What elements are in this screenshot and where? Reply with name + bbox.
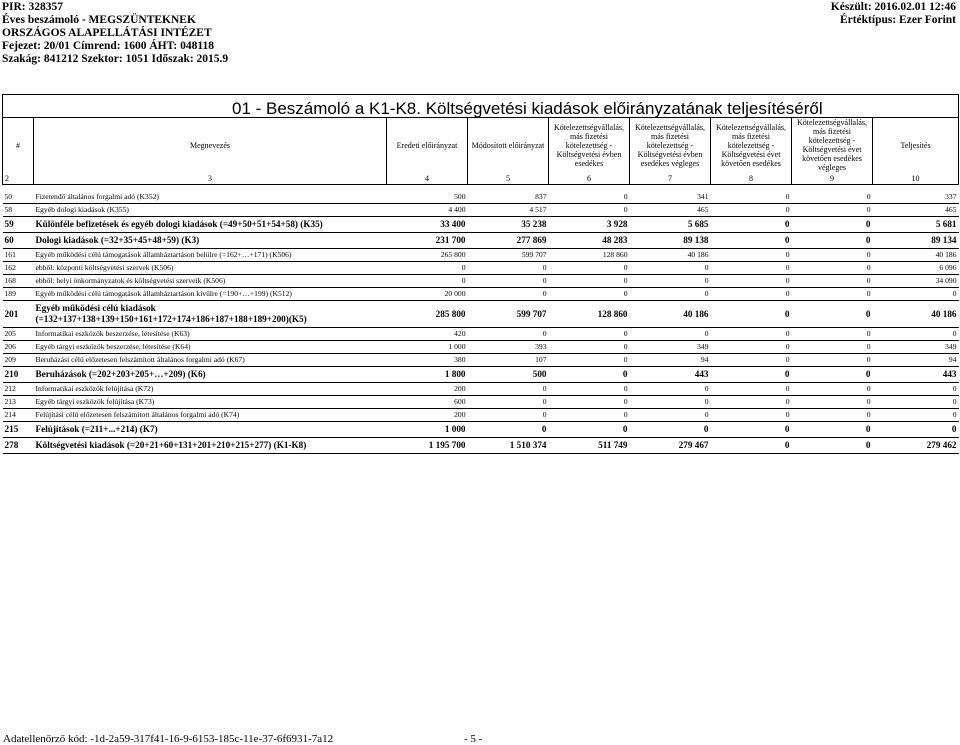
col-number: 8: [711, 172, 792, 185]
table-row: [3, 395, 959, 408]
table-row: [3, 216, 959, 232]
row-number: 189: [3, 287, 34, 300]
row-value: 48 283: [549, 232, 630, 248]
table-row: [3, 366, 959, 382]
table-row: [3, 421, 959, 437]
row-value: 4 517: [468, 203, 549, 216]
row-value: 0: [468, 287, 549, 300]
row-value: 40 186: [630, 300, 711, 327]
row-value: 599 707: [468, 300, 549, 327]
col-number: 5: [468, 172, 549, 185]
row-value: 443: [873, 366, 959, 382]
row-number: 212: [3, 382, 34, 395]
row-value: 349: [630, 340, 711, 353]
row-number: 58: [3, 203, 34, 216]
row-value: 0: [711, 382, 792, 395]
table-row: [3, 408, 959, 421]
row-value: 279 467: [630, 437, 711, 453]
page-title: 01 - Beszámoló a K1-K8. Költségvetési kiadások előirányzatának teljesítéséről: [232, 99, 823, 118]
row-value: 420: [387, 327, 468, 340]
row-value: 337: [873, 190, 959, 203]
row-value: 0: [792, 248, 873, 261]
row-value: 5 681: [873, 216, 959, 232]
row-number: 59: [3, 216, 34, 232]
row-value: 0: [549, 340, 630, 353]
row-value: 0: [630, 287, 711, 300]
row-value: 0: [792, 190, 873, 203]
row-value: 0: [468, 261, 549, 274]
col-header-original: Eredeti előirányzat: [387, 118, 468, 173]
row-value: 200: [387, 382, 468, 395]
row-number: 168: [3, 274, 34, 287]
row-value: 0: [630, 261, 711, 274]
row-label: Beruházások (=202+203+205+…+209) (K6): [34, 366, 387, 382]
table-row: [3, 327, 959, 340]
row-number: 210: [3, 366, 34, 382]
row-value: 35 238: [468, 216, 549, 232]
row-value: 20 000: [387, 287, 468, 300]
row-number: 209: [3, 353, 34, 366]
verification-code: Adatellenőrző kód: -1d-2a59-317f41-16-9-6153-185c-11e-37-6f6931-7a12: [3, 733, 334, 745]
table-row: [3, 274, 959, 287]
row-value: 0: [549, 274, 630, 287]
row-value: 0: [873, 287, 959, 300]
row-value: 128 860: [549, 300, 630, 327]
row-number: 161: [3, 248, 34, 261]
row-label: Költségvetési kiadások (=20+21+60+131+201+210+215+277) (K1-K8): [34, 437, 387, 453]
row-value: 0: [549, 408, 630, 421]
row-value: 0: [711, 366, 792, 382]
value-type: Értéktípus: Ezer Forint: [839, 14, 956, 26]
col-number: 10: [873, 172, 959, 185]
row-value: 511 749: [549, 437, 630, 453]
row-value: 0: [873, 395, 959, 408]
row-value: 0: [468, 382, 549, 395]
col-number: 7: [630, 172, 711, 185]
row-label: Informatikai eszközök felújítása (K72): [34, 382, 387, 395]
col-header-commitment-due: Kötelezettségvállalás, más fizetési kötelezettség - Költségvetési évben esedékes: [549, 118, 630, 173]
row-label: Különféle befizetések és egyéb dologi kiadások (=49+50+51+54+58) (K35): [34, 216, 387, 232]
row-value: 33 400: [387, 216, 468, 232]
row-label: Egyéb dologi kiadások (K355): [34, 203, 387, 216]
row-value: 465: [630, 203, 711, 216]
table-row: [3, 261, 959, 274]
row-value: 265 800: [387, 248, 468, 261]
row-value: 0: [792, 203, 873, 216]
col-header-fulfilment: Teljesítés: [873, 118, 959, 173]
row-value: 0: [630, 408, 711, 421]
row-value: 0: [792, 340, 873, 353]
row-value: 0: [711, 327, 792, 340]
row-label: ebből: központi költségvetési szervek (K506): [34, 261, 387, 274]
row-value: 0: [711, 248, 792, 261]
row-value: 0: [873, 408, 959, 421]
table-row: [3, 232, 959, 248]
row-value: 0: [549, 190, 630, 203]
row-value: 0: [387, 261, 468, 274]
row-value: 1 000: [387, 340, 468, 353]
col-number: 9: [792, 172, 873, 185]
row-value: 40 186: [630, 248, 711, 261]
row-value: 89 138: [630, 232, 711, 248]
row-value: 0: [549, 327, 630, 340]
row-value: 0: [468, 395, 549, 408]
institution-name: ORSZÁGOS ALAPELLÁTÁSI INTÉZET: [2, 27, 212, 39]
row-label: [34, 300, 387, 327]
row-value: 0: [792, 261, 873, 274]
chapter-line: Fejezet: 20/01 Címrend: 1600 ÁHT: 048118: [2, 40, 214, 52]
row-value: 0: [792, 408, 873, 421]
row-value: 5 685: [630, 216, 711, 232]
row-value: 128 860: [549, 248, 630, 261]
row-value: 279 462: [873, 437, 959, 453]
column-header-row: [3, 118, 959, 173]
row-value: 0: [549, 261, 630, 274]
row-value: 500: [387, 190, 468, 203]
col-header-index: #: [3, 118, 34, 173]
row-value: 0: [792, 366, 873, 382]
report-type-line: Éves beszámoló - MEGSZÜNTEKNEK: [2, 14, 196, 26]
row-label-line: Egyéb működési célú kiadások: [35, 302, 156, 313]
row-number: 205: [3, 327, 34, 340]
row-value: 0: [711, 300, 792, 327]
row-value: 0: [711, 190, 792, 203]
row-value: 0: [711, 395, 792, 408]
row-value: 0: [549, 287, 630, 300]
row-value: 443: [630, 366, 711, 382]
row-value: 6 096: [873, 261, 959, 274]
row-value: 0: [630, 395, 711, 408]
col-header-commitment-later-final: Kötelezettségvállalás, más fizetési kötelezettség - Költségvetési évet követően esedékes végleges: [792, 118, 873, 173]
row-number: 201: [3, 300, 34, 327]
row-value: 0: [711, 437, 792, 453]
row-value: 1 510 374: [468, 437, 549, 453]
row-value: 0: [387, 274, 468, 287]
row-label: Fizetendő általános forgalmi adó (K352): [34, 190, 387, 203]
row-value: 40 186: [873, 248, 959, 261]
row-label: Egyéb tárgyi eszközök beszerzése, létesítése (K64): [34, 340, 387, 353]
row-value: 0: [792, 395, 873, 408]
row-value: 1 800: [387, 366, 468, 382]
row-label: ebből: helyi önkormányzatok és költségvetési szerveik (K506): [34, 274, 387, 287]
row-number: 214: [3, 408, 34, 421]
row-value: 0: [711, 274, 792, 287]
row-value: 40 186: [873, 300, 959, 327]
row-value: 599 707: [468, 248, 549, 261]
col-number: 2: [3, 172, 34, 185]
row-value: 0: [549, 421, 630, 437]
row-value: 0: [468, 327, 549, 340]
row-value: 89 134: [873, 232, 959, 248]
table-row: [3, 437, 959, 453]
row-value: 0: [792, 382, 873, 395]
row-value: 0: [630, 274, 711, 287]
row-value: 231 700: [387, 232, 468, 248]
table-row: [3, 248, 959, 261]
row-value: 837: [468, 190, 549, 203]
row-value: 0: [873, 382, 959, 395]
row-label: Felújítási célú előzetesen felszámított általános forgalmi adó (K74): [34, 408, 387, 421]
row-value: 0: [792, 216, 873, 232]
row-number: 60: [3, 232, 34, 248]
col-header-name: Megnevezés: [34, 118, 387, 173]
row-value: 1 000: [387, 421, 468, 437]
row-value: 341: [630, 190, 711, 203]
row-value: 0: [549, 353, 630, 366]
row-value: 380: [387, 353, 468, 366]
row-number: 206: [3, 340, 34, 353]
row-value: 0: [792, 300, 873, 327]
row-value: 0: [873, 327, 959, 340]
row-label: Egyéb működési célú támogatások államháztartáson belülre (=162+…+171) (K506): [34, 248, 387, 261]
sector-line: Szakág: 841212 Szektor: 1051 Időszak: 2015.9: [2, 53, 229, 65]
row-value: 0: [549, 382, 630, 395]
row-value: 0: [873, 421, 959, 437]
table-row: [3, 382, 959, 395]
row-value: 0: [711, 216, 792, 232]
col-number: 4: [387, 172, 468, 185]
expenditure-table: [2, 94, 959, 454]
row-value: 0: [792, 287, 873, 300]
row-value: 0: [792, 327, 873, 340]
row-number: 162: [3, 261, 34, 274]
row-value: 500: [468, 366, 549, 382]
report-meta: [831, 1, 956, 27]
row-label: Dologi kiadások (=32+35+45+48+59) (K3): [34, 232, 387, 248]
row-value: 0: [630, 421, 711, 437]
row-value: 34 090: [873, 274, 959, 287]
row-value: 0: [792, 421, 873, 437]
row-value: 277 869: [468, 232, 549, 248]
table-row: [3, 340, 959, 353]
row-value: 3 928: [549, 216, 630, 232]
pir-line: PIR: 328357: [2, 1, 64, 13]
row-value: 0: [630, 382, 711, 395]
report-header: [2, 1, 228, 66]
page-number: - 5 -: [464, 733, 483, 745]
row-value: 0: [711, 287, 792, 300]
row-value: 1 195 700: [387, 437, 468, 453]
table-row: [3, 300, 959, 327]
row-value: 0: [549, 395, 630, 408]
row-value: 4 400: [387, 203, 468, 216]
row-value: 393: [468, 340, 549, 353]
row-value: 94: [630, 353, 711, 366]
row-value: 0: [711, 203, 792, 216]
row-value: 107: [468, 353, 549, 366]
table-row: [3, 353, 959, 366]
row-value: 0: [792, 437, 873, 453]
row-value: 0: [711, 421, 792, 437]
row-label: Beruházási célú előzetesen felszámított általános forgalmi adó (K67): [34, 353, 387, 366]
row-value: 285 800: [387, 300, 468, 327]
row-value: 0: [549, 203, 630, 216]
table-row: [3, 190, 959, 203]
row-value: 200: [387, 408, 468, 421]
row-value: 0: [711, 408, 792, 421]
col-number: 6: [549, 172, 630, 185]
row-value: 0: [792, 274, 873, 287]
table-row: [3, 203, 959, 216]
row-label: Egyéb működési célú támogatások államháztartáson kívülre (=190+…+199) (K512): [34, 287, 387, 300]
row-number: 50: [3, 190, 34, 203]
col-header-commitment-later: Kötelezettségvállalás, más fizetési kötelezettség - Költségvetési évet követően esedékes: [711, 118, 792, 173]
row-value: 465: [873, 203, 959, 216]
row-value: 0: [468, 274, 549, 287]
col-header-commitment-due-final: Kötelezettségvállalás, más fizetési kötelezettség - Költségvetési évben esedékes végleges: [630, 118, 711, 173]
row-value: 0: [792, 353, 873, 366]
row-label-line: (=132+137+138+139+150+161+172+174+186+187+188+189+200)(K5): [35, 313, 307, 324]
row-value: 600: [387, 395, 468, 408]
row-value: 0: [711, 261, 792, 274]
row-value: 0: [711, 232, 792, 248]
row-value: 0: [468, 408, 549, 421]
col-number: 3: [34, 172, 387, 185]
row-number: 278: [3, 437, 34, 453]
row-label: Informatikai eszközök beszerzése, létesítése (K63): [34, 327, 387, 340]
table-row: [3, 287, 959, 300]
row-number: 213: [3, 395, 34, 408]
row-label: Felújítások (=211+...+214) (K7): [34, 421, 387, 437]
row-label: Egyéb tárgyi eszközök felújítása (K73): [34, 395, 387, 408]
row-value: 0: [711, 340, 792, 353]
data-rows: [3, 190, 959, 453]
row-value: 0: [468, 421, 549, 437]
row-value: 0: [792, 232, 873, 248]
created-timestamp: Készült: 2016.02.01 12:46: [830, 1, 956, 13]
row-value: 0: [549, 366, 630, 382]
row-value: 0: [630, 327, 711, 340]
row-value: 0: [711, 353, 792, 366]
row-value: 349: [873, 340, 959, 353]
column-number-row: [3, 172, 959, 185]
row-number: 215: [3, 421, 34, 437]
row-value: 94: [873, 353, 959, 366]
col-header-modified: Módosított előirányzat: [468, 118, 549, 173]
